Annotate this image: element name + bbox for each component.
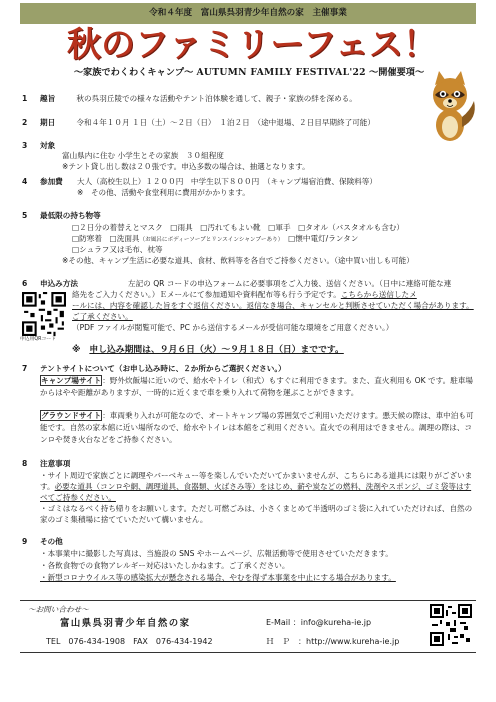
footer-email: E-Mail ：info@kureha-ie.jp [266,618,372,627]
organizer-line: 令和４年度 富山県呉羽青少年自然の家 主催事業 [149,8,347,18]
subtitle-tail: ～開催要項～ [369,67,425,78]
fee-line-1: 大人（高校生以上）１２００円 中学生以下８００円 （キャンプ場宿泊費、保険料等） [77,177,377,186]
section-tent-site: 7 テントサイトについて（お申し込み時に、２か所からご選択ください。） [22,364,286,373]
application-deadline: ※ 申し込み期間は、９月６日（火）～９月１８日（日）までです。 [72,345,344,355]
target-line-1: 富山県内に住む 小学生とその家族 ３０組程度 [62,151,224,160]
fax-number: 076-434-1942 [155,637,213,646]
belongings-line-2: □防寒着 □洗面具（お風呂にボディーソープとリンスインシャンプーあり） □懐中電灯/ランタン [72,234,359,243]
fee-line-2: ※ その他、活動や食堂利用に費用がかかります。 [77,188,250,197]
qr-caption: 申込用QRコード [20,337,56,342]
date-text: 令和４年１０月 １日（土）～２日（日） １泊２日 （途中退場、２日目早期終了可能） [76,118,375,127]
footer-phone-fax: TEL 076-434-1908 FAX 076-434-1942 [46,637,213,646]
ground-site-label: グラウンドサイト [41,411,102,420]
belongings-note: ※その他、キャンプ生活に必要な道具、食材、飲料等を各自でご持参ください。（途中買い出しも可能） [62,256,414,265]
section-belongings: 5 最低限の持ち物等 [22,211,101,220]
application-line-1: 左記の QR コードの申込フォームに必要事項をご入力後、送信ください。（日中に連絡可能な連 [128,279,452,288]
footer-org-name: 富山県呉羽青少年自然の家 [60,618,191,629]
subtitle [14,67,484,79]
deadline-mark: ※ [72,345,81,355]
email-link[interactable]: info@kureha-ie.jp [300,618,372,627]
belongings-line-3: □シュラフ又は毛布、枕等 [72,245,163,254]
note-bullet-1: ・サイト周辺で家族ごとに調理やバーベキュー等を楽しんでいただいてかまいませんが、こちらにある道具には限りがございます。必要な道具（コンロや網、調理道具、食器類、火ばさみ等）をはじめ、薪や炭などの燃料、洗剤やスポンジ、ゴミ袋等はすべてご持参ください。 [40,471,473,502]
section-purpose: 1 趣旨 秋の呉羽丘陵での様々な活動やテント泊体験を通して、親子・家族の絆を深める。 [22,94,357,103]
section-notes: 8 注意事項 [22,459,71,468]
other-line-1: ・本事業中に撮影した写真は、当施設の SNS やホームページ、広報活動等で使用させていただきます。 [40,549,393,558]
section-fee: 4 参加費 [22,177,63,186]
website-link[interactable]: http://www.kureha-ie.jp [306,637,400,646]
footer-website: Ｈ Ｐ ：http://www.kureha-ie.jp [266,637,400,646]
belongings-line-1: □２日分の着替えとマスク □雨具 □汚れてもよい靴 □軍手 □タオル（バスタオルも含む） [72,223,405,232]
target-line-2: ※テント貸し出し数は２０張です。申込多数の場合は、抽選となります。 [62,162,310,171]
page-title: 秋のファミリーフェス！ [67,25,437,65]
application-line-4: （PDF ファイルが閲覧可能で、PC から送信するメールが受信可能な環境をご用意ください。） [72,323,394,332]
subtitle-en: AUTUMN FAMILY FESTIVAL'22 [196,67,366,78]
section-date: 2 期日 令和４年１０月 １日（土）～２日（日） １泊２日 （途中退場、２日目早期終了可能） [22,118,375,127]
raccoon-mascot-icon [418,67,482,143]
section-application: 6 申込み方法 [22,279,78,288]
footer-top-rule [20,600,476,601]
qr-code-icon[interactable] [22,292,66,336]
section-other: 9 その他 [22,537,63,546]
qr-code-icon[interactable] [430,604,472,646]
other-line-2: ・各飲食物での食物アレルギー対応はいたしかねます。ご了承ください。 [40,561,290,570]
footer-bottom-rule [20,652,476,653]
application-line-3: ールには、内容を確認した旨をすぐ返信ください。返信なき場合、キャンセルと判断させていただく場合があります。ご了承ください。 [72,301,474,321]
note-bullet-2: ・ゴミはなるべく持ち帰りをお願いします。ただし可燃ごみは、小さくまとめて半透明のゴミ袋に入れていただければ、自然の家のゴミ集積場に捨てていただいて構いません。 [40,504,473,524]
phone-number[interactable]: 076-434-1908 [68,637,126,646]
subtitle-jp: ～家族でわくわくキャンプ～ [73,67,194,78]
ground-site-description: グラウンドサイト：車両乗り入れが可能なので、オートキャンプ場の雰囲気でご利用いただけます。悪天候の際は、車中泊も可能です。自然の家本館に近い場所なので、給水やトイレは本館をご利用ください。直火での利用はできません。調理の際は、コンロや焚き火台などをご持参ください。 [40,411,474,444]
section-target: 3 対象 [22,141,56,150]
application-line-2: 絡先をご入力ください。）Ｅメールにて参加通知や資料配布等も行う予定です。こちらから送信したメ [72,290,417,299]
camp-site-description: キャンプ場サイト：野外炊飯場に近いので、給水やトイレ（和式）もすぐに利用できます。また、直火利用も OK です。駐車場からはやや距離がありますが、一時的に近くまで車を乗り入れて荷物を運ぶことができます。 [40,376,474,397]
other-line-3: ・新型コロナウイルス等の感染拡大が懸念される場合、やむを得ず本事業を中止にする場合があります。 [40,573,396,582]
camp-site-label: キャンプ場サイト [41,376,102,385]
purpose-text: 秋の呉羽丘陵での様々な活動やテント泊体験を通して、親子・家族の絆を深める。 [76,94,357,103]
contact-label: ～お問い合わせ～ [28,605,89,614]
